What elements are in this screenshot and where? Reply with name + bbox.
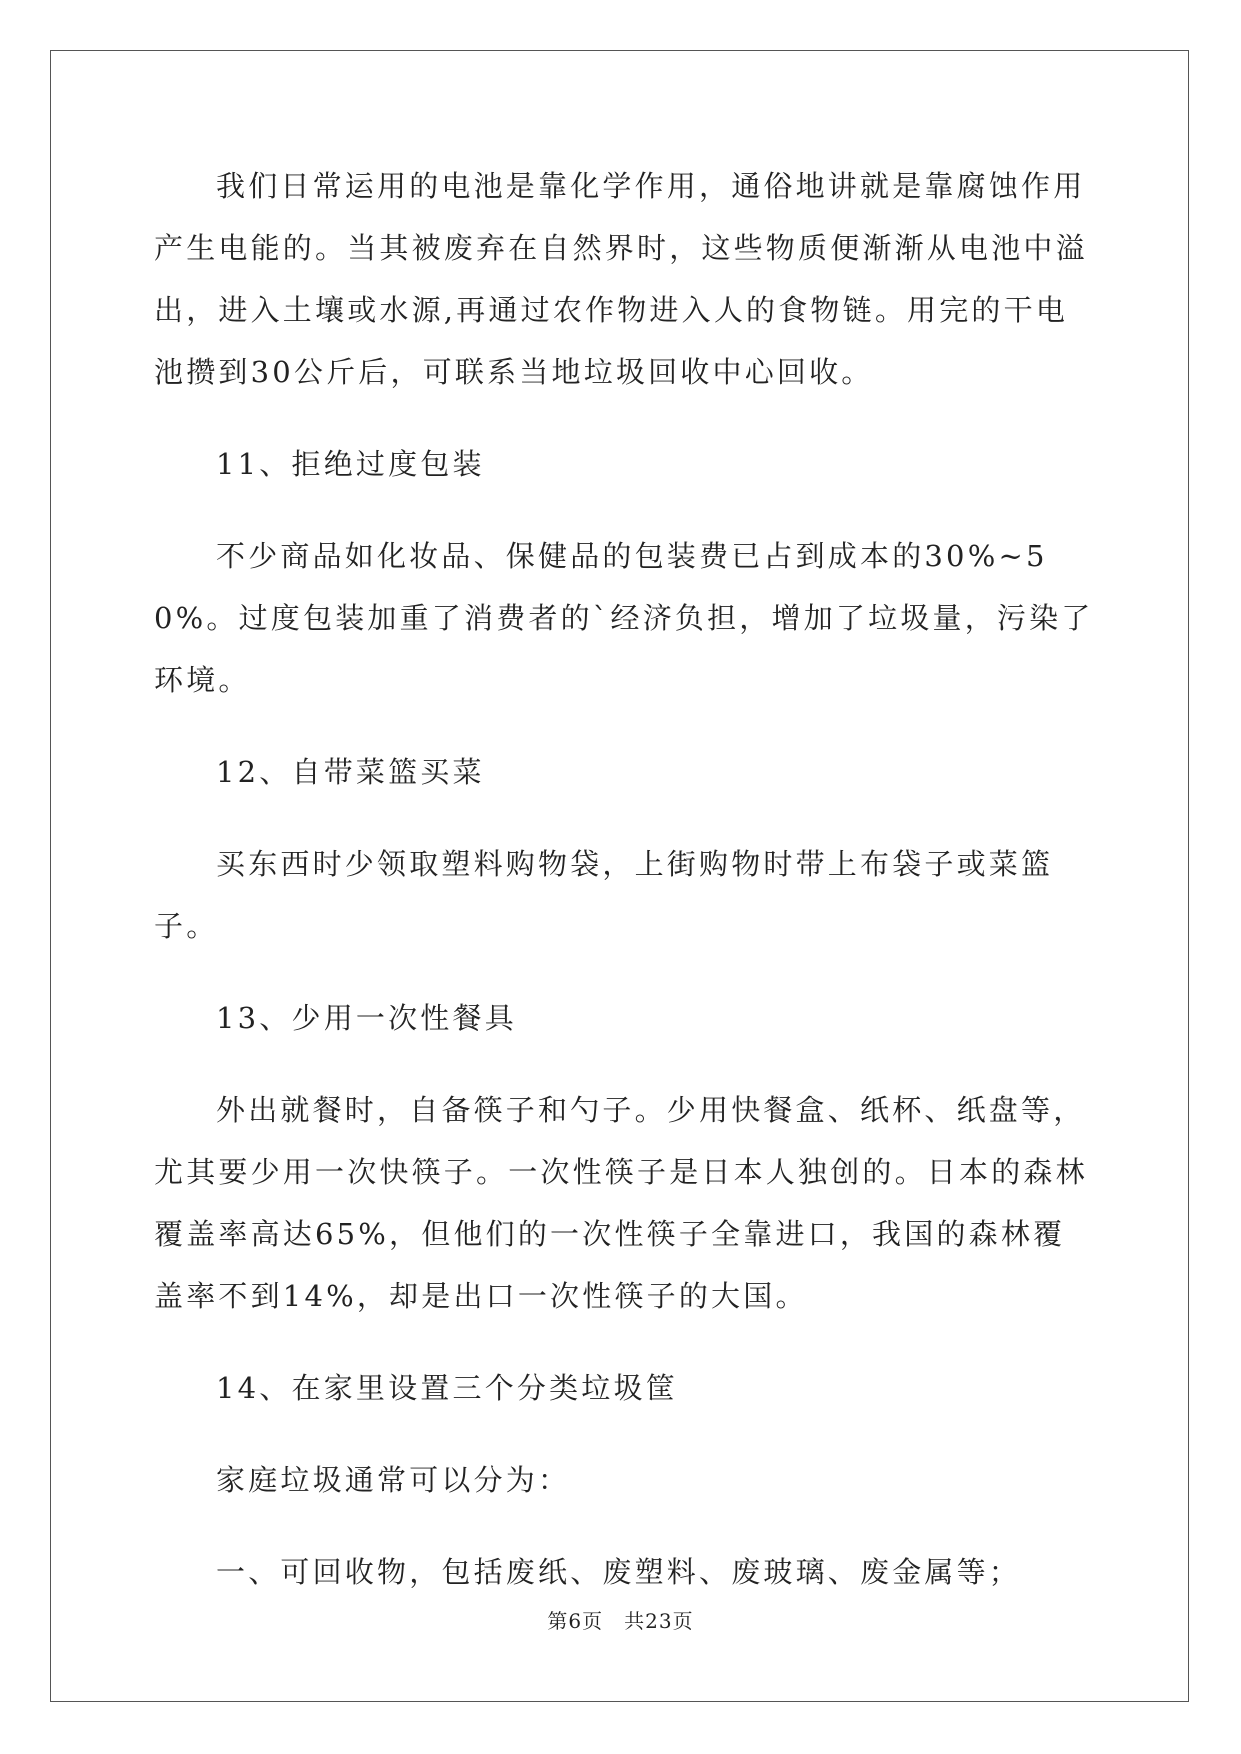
heading-11: 11、拒绝过度包装 — [216, 447, 485, 481]
heading-12: 12、自带菜篮买菜 — [216, 755, 485, 789]
paragraph-battery: 我们日常运用的电池是靠化学作用，通俗地讲就是靠腐蚀作用产生电能的。当其被废弃在自然界时，这些物质便渐渐从电池中溢出，进入土壤或水源,再通过农作物进入人的食物链。用完的干电池攒到30公斤后，可联系当地垃圾回收中心回收。 — [154, 169, 1088, 389]
paragraph-recyclables: 一、可回收物，包括废纸、废塑料、废玻璃、废金属等； — [216, 1555, 1022, 1589]
document-body — [154, 155, 1094, 1633]
page-number-footer: 第6页 共23页 — [547, 1609, 694, 1633]
paragraph-packaging: 不少商品如化妆品、保健品的包装费已占到成本的30%~50%。过度包装加重了消费者的`经济负担，增加了垃圾量，污染了环境。 — [154, 539, 1094, 697]
paragraph-household-waste: 家庭垃圾通常可以分为： — [216, 1463, 571, 1497]
heading-13: 13、少用一次性餐具 — [216, 1001, 517, 1035]
paragraph-basket: 买东西时少领取塑料购物袋，上街购物时带上布袋子或菜篮子。 — [154, 847, 1054, 943]
heading-14: 14、在家里设置三个分类垃圾筐 — [216, 1371, 678, 1405]
paragraph-tableware: 外出就餐时，自备筷子和勺子。少用快餐盒、纸杯、纸盘等，尤其要少用一次快筷子。一次性筷子是日本人独创的。日本的森林覆盖率高达65%，但他们的一次性筷子全靠进口，我国的森林覆盖率不到14%，却是出口一次性筷子的大国。 — [154, 1093, 1088, 1313]
